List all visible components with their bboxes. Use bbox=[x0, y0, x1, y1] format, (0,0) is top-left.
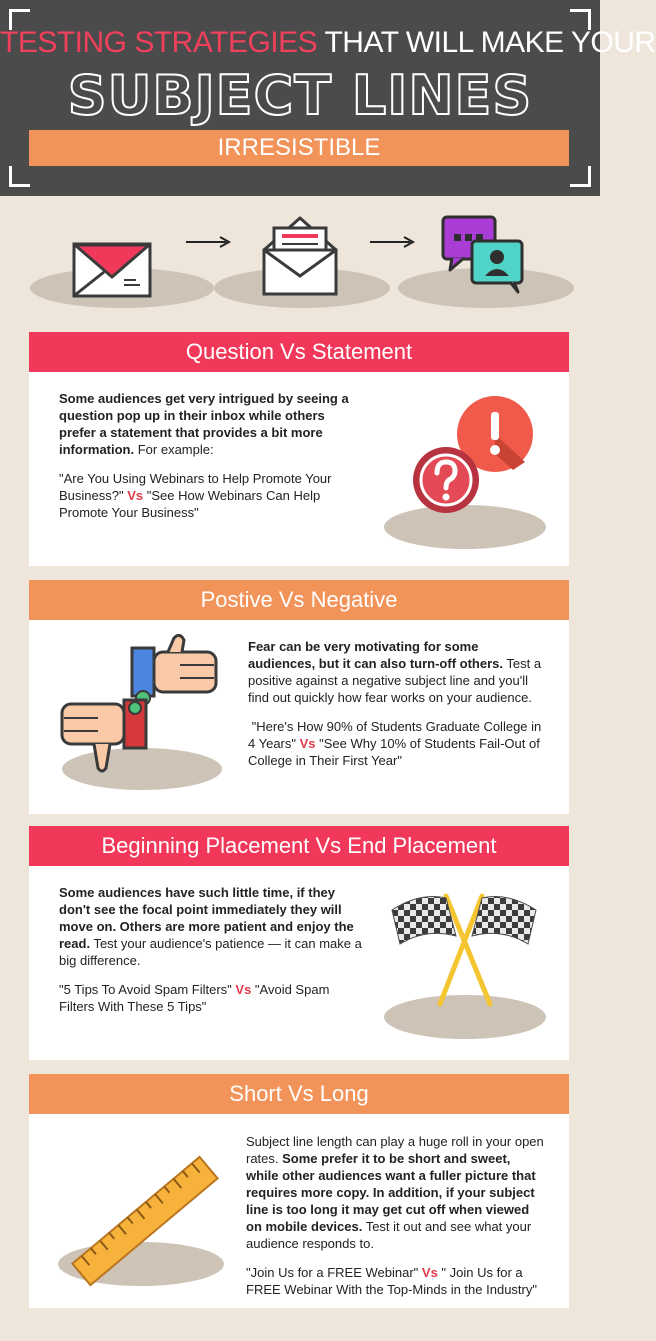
section-bold-text: Fear can be very motivating for some audiences, but it can also turn-off others. bbox=[248, 639, 503, 671]
corner-frame bbox=[570, 166, 591, 187]
flags-icon bbox=[386, 892, 546, 1012]
section-title: Question Vs Statement bbox=[29, 332, 569, 372]
envelope-icon bbox=[72, 242, 152, 298]
section-title: Postive Vs Negative bbox=[29, 580, 569, 620]
title-highlight: TESTING STRATEGIES bbox=[0, 26, 318, 59]
section-bold-text: Some prefer it to be short and sweet, while other audiences want a fuller picture that requires more copy. In addition, if your subject line is too long it may get cut off when viewed on mobile devices. bbox=[246, 1151, 536, 1234]
example-b: "See Why 10% of Students Fail-Out of College in Their First Year" bbox=[248, 736, 540, 768]
example-b: " Join Us for a FREE Webinar With the Top-Minds in the Industry" bbox=[246, 1265, 537, 1297]
arrow-right-icon bbox=[368, 236, 416, 248]
vs-label: Vs bbox=[421, 1265, 438, 1280]
title-main: SUBJECT LINES bbox=[67, 64, 533, 127]
thumbs-icon bbox=[56, 634, 226, 776]
question-icon bbox=[412, 446, 480, 514]
chat-bubbles-icon bbox=[440, 214, 526, 294]
section-title: Beginning Placement Vs End Placement bbox=[29, 826, 569, 866]
example-a: "Join Us for a FREE Webinar" bbox=[246, 1265, 419, 1280]
title-line-1 bbox=[0, 26, 656, 60]
example-b: "See How Webinars Can Help Promote Your Business" bbox=[59, 488, 321, 520]
section-normal-text: Test it out and see what your audience responds to. bbox=[246, 1219, 532, 1251]
ruler-icon bbox=[60, 1160, 230, 1282]
title-ribbon bbox=[29, 130, 569, 166]
header bbox=[0, 0, 656, 196]
section-bold-text: Some audiences have such little time, if they don't see the focal point immediately they will move on. Others are more patient and enjoy the read. bbox=[59, 885, 354, 951]
vs-label: Vs bbox=[299, 736, 316, 751]
section-normal-text: For example: bbox=[134, 442, 214, 457]
title-rest: THAT WILL MAKE YOUR bbox=[324, 26, 656, 59]
section-text bbox=[248, 638, 546, 781]
arrow-right-icon bbox=[184, 236, 232, 248]
ribbon-label: IRRESISTIBLE bbox=[217, 134, 381, 161]
example-a: "Are You Using Webinars to Help Promote Your Business?" bbox=[59, 471, 332, 503]
section-text bbox=[246, 1133, 546, 1310]
section-text bbox=[59, 884, 365, 1027]
section-normal-text: Test a positive against a negative subject line and you'll find out quickly how fear works on your audience. bbox=[248, 656, 542, 705]
section-text bbox=[59, 390, 359, 533]
section-title: Short Vs Long bbox=[29, 1074, 569, 1114]
example-a: "5 Tips To Avoid Spam Filters" bbox=[59, 982, 232, 997]
section-bold-text: Some audiences get very intrigued by seeing a question pop up in their inbox while others prefer a statement that provides a bit more information. bbox=[59, 391, 349, 457]
example-a: "Here's How 90% of Students Graduate College in 4 Years" bbox=[248, 719, 542, 751]
section-normal-text: Test your audience's patience — it can make a big difference. bbox=[59, 936, 362, 968]
section-normal-start: Subject line length can play a huge roll in your open rates. bbox=[246, 1134, 544, 1166]
letter-envelope-icon bbox=[260, 212, 340, 298]
vs-label: Vs bbox=[127, 488, 144, 503]
example-b: "Avoid Spam Filters With These 5 Tips" bbox=[59, 982, 330, 1014]
vs-label: Vs bbox=[235, 982, 252, 997]
corner-frame bbox=[9, 166, 30, 187]
